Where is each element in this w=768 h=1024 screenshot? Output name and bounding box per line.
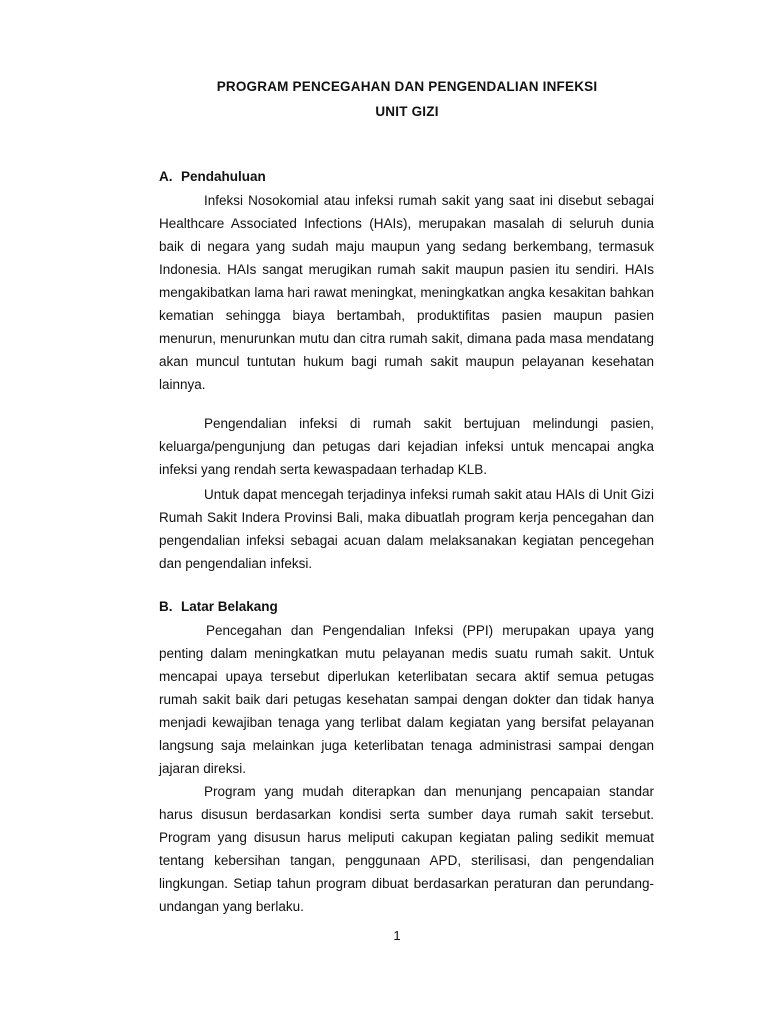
page-number: 1 xyxy=(393,928,401,943)
paragraph: Infeksi Nosokomial atau infeksi rumah sakit yang saat ini disebut sebagai Healthcare Associated Infections (HAIs), merupakan masalah di seluruh dunia baik di negara yang sudah maju maupun yang sedang berkembang, termasuk Indonesia. HAIs sangat merugikan rumah sakit maupun pasien itu sendiri. HAIs mengakibatkan lama hari rawat meningkat, meningkatkan angka kesakitan bahkan kematian sehingga biaya bertambah, produktifitas pasien maupun pasien menurun, menurunkan mutu dan citra rumah sakit, dimana pada masa mendatang akan muncul tuntutan hukum bagi rumah sakit maupun pelayanan kesehatan lainnya. xyxy=(159,193,654,392)
section-title: Pendahuluan xyxy=(181,169,266,184)
paragraph: Untuk dapat mencegah terjadinya infeksi rumah sakit atau HAIs di Unit Gizi Rumah Sakit Indera Provinsi Bali, maka dibuatlah program kerja pencegahan dan pengendalian infeksi sebagai acuan dalam melaksanakan kegiatan pencegehan dan pengendalian infeksi. xyxy=(159,487,654,571)
paragraph: Pengendalian infeksi di rumah sakit bertujuan melindungi pasien, keluarga/pengunjung dan petugas dari kejadian infeksi untuk mencapai angka infeksi yang rendah serta kewaspadaan terhadap KLB. xyxy=(159,416,654,477)
section-number: B. xyxy=(159,599,173,614)
section-number: A. xyxy=(159,169,173,184)
section-heading-pendahuluan xyxy=(159,169,266,184)
document-subtitle: UNIT GIZI xyxy=(375,104,439,119)
document-title: PROGRAM PENCEGAHAN DAN PENGENDALIAN INFEKSI xyxy=(216,79,598,94)
paragraph: Program yang mudah diterapkan dan menunjang pencapaian standar harus disusun berdasarkan kondisi serta sumber daya rumah sakit tersebut. Program yang disusun harus meliputi cakupan kegiatan paling sedikit memuat tentang kebersihan tangan, penggunaan APD, sterilisasi, dan pengendalian lingkungan. Setiap tahun program dibuat berdasarkan peraturan dan perundang-undangan yang berlaku. xyxy=(159,784,654,914)
section-title: Latar Belakang xyxy=(181,599,278,614)
section-heading-latar-belakang xyxy=(159,599,278,614)
paragraph: Pencegahan dan Pengendalian Infeksi (PPI) merupakan upaya yang penting dalam meningkatkan mutu pelayanan medis suatu rumah sakit. Untuk mencapai upaya tersebut diperlukan keterlibatan secara aktif semua petugas rumah sakit baik dari petugas kesehatan sampai dengan dokter dan tidak hanya menjadi kewajiban tenaga yang terlibat dalam kegiatan yang bersifat pelayanan langsung saja melainkan juga keterlibatan tenaga administrasi sampai dengan jajaran direksi. xyxy=(159,623,654,776)
